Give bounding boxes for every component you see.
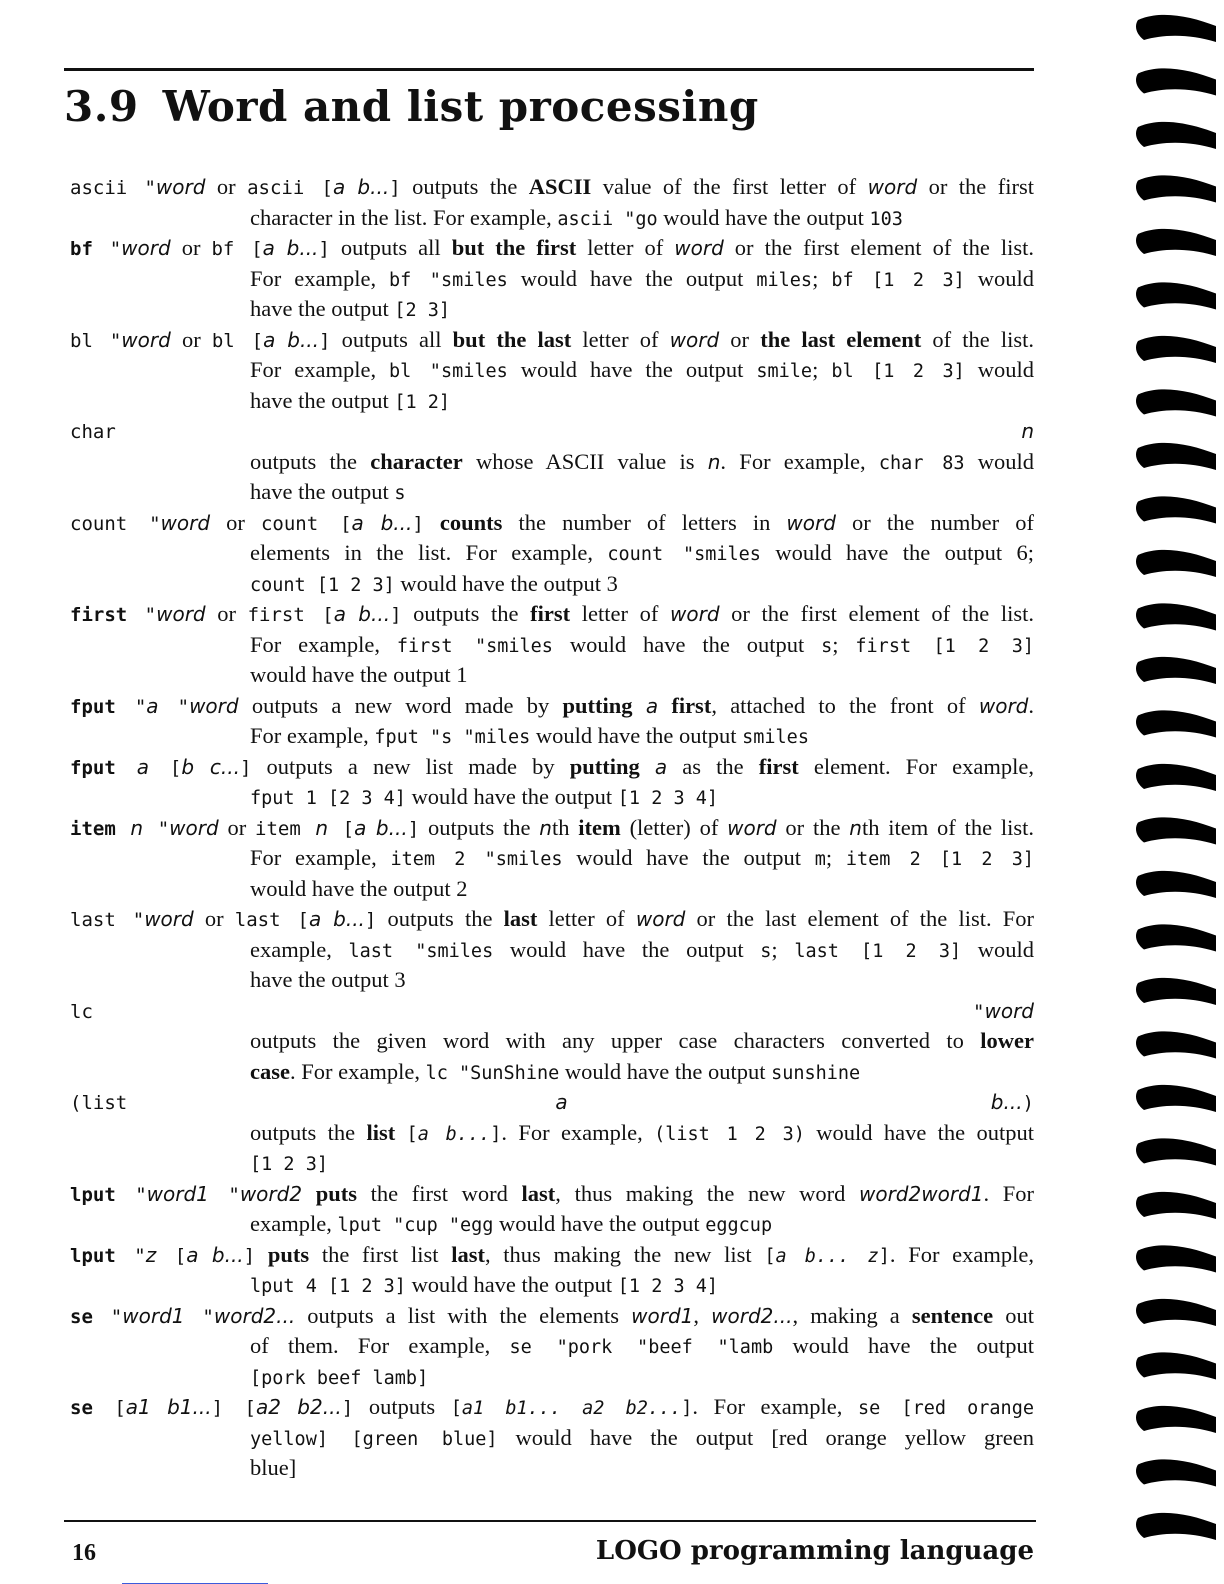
entry-definition-line: [1 2 3] [250,1154,328,1175]
binding-ring [1136,550,1216,577]
entry-definition-line: have the output s [250,479,406,504]
entry-definition-line: For example, first "smiles would have the output s; first [1 2 3] [250,631,1034,657]
binding-ring [1136,924,1216,951]
binding-ring [1136,1459,1216,1486]
entry-term-line: lc "word [70,998,1034,1023]
entry-se-list [70,1392,1034,1484]
binding-ring [1136,68,1216,95]
binding-ring [1136,603,1216,630]
entry-bf [70,233,1034,325]
running-title: LOGO programming language [595,1536,1034,1566]
entry-term-line: fput a [b c...] outputs a new list made by putting a as the first element. For example, [70,753,1034,779]
entry-term-line: bl "word or bl [a b...] outputs all but the last letter of word or the last element of the list. [70,326,1034,352]
entry-definition-line: have the output 3 [250,967,406,992]
binding-ring [1136,1299,1216,1326]
entry-definition-line: fput 1 [2 3 4] would have the output [1 2 3 4] [250,784,719,809]
binding-ring [1136,175,1216,202]
entry-definition-line: For example, bf "smiles would have the output miles; bf [1 2 3] would [250,265,1034,291]
entry-term-line: bf "word or bf [a b...] outputs all but the first letter of word or the first element of the list. [70,235,1034,260]
binding-ring [1136,122,1216,149]
entry-term-line: first "word or first [a b...] outputs the first letter of word or the first element of the list. [70,601,1034,626]
binding-ring [1136,1406,1216,1433]
entry-count [70,508,1034,600]
entry-definition-line: lput 4 [1 2 3] would have the output [1 2 3 4] [250,1272,719,1297]
binding-ring [1136,443,1216,470]
top-rule [64,68,1034,71]
entry-term-line: fput "a "word outputs a new word made by putting a first, attached to the front of word. [70,692,1034,718]
binding-ring [1136,15,1216,42]
entry-term-line: (list a b...) [70,1090,1034,1114]
entry-definition-line: For example, item 2 "smiles would have the output m; item 2 [1 2 3] [250,845,1034,870]
entry-definition-line: outputs the list [a b...]. For example, (list 1 2 3) would have the output [250,1119,1034,1145]
entry-lput-word [70,1179,1034,1240]
spiral-binding [1130,0,1224,1584]
entry-definition-line: For example, bl "smiles would have the output smile; bl [1 2 3] would [250,357,1034,382]
binding-ring [1136,1352,1216,1379]
entry-term-line: lput "z [a b...] puts the first list last, thus making the new list [a b... z]. For example, [70,1241,1034,1267]
entry-definition-line: character in the list. For example, ascii "go would have the output 103 [250,204,903,230]
binding-ring [1136,978,1216,1005]
section-title: Word and list processing [162,82,759,131]
binding-ring [1136,817,1216,844]
entry-term-line: se [a1 b1...] [a2 b2...] outputs [a1 b1... a2 b2...]. For example, se [red orange [70,1394,1034,1419]
entry-lc [70,996,1034,1088]
binding-ring [1136,1192,1216,1219]
entry-definition-line: blue] [250,1455,297,1480]
entry-list [70,1087,1034,1179]
entry-list [70,172,1034,1484]
entry-lput-list [70,1240,1034,1301]
binding-ring [1136,389,1216,416]
page-title [64,82,759,131]
binding-ring [1136,1031,1216,1058]
entry-definition-line: case. For example, lc "SunShine would have the output sunshine [250,1058,861,1084]
entry-definition-line: [pork beef lamb] [250,1367,429,1389]
entry-first [70,599,1034,691]
entry-term-line: char n [70,419,1034,443]
binding-ring [1136,496,1216,523]
entry-bl [70,325,1034,417]
footer-rule [64,1520,1036,1522]
entry-definition-line: have the output [1 2] [250,387,451,413]
entry-definition-line: count [1 2 3] would have the output 3 [250,570,618,596]
entry-definition-line: example, last "smiles would have the output s; last [1 2 3] would [250,936,1034,962]
binding-ring [1136,282,1216,309]
entry-definition-line: example, lput "cup "egg would have the output eggcup [250,1211,773,1236]
entry-definition-line: would have the output 2 [250,875,468,901]
entry-definition-line: of them. For example, se "pork "beef "lamb would have the output [250,1333,1034,1358]
entry-last [70,904,1034,996]
entry-definition-line: would have the output 1 [250,662,468,687]
entry-definition-line: have the output [2 3] [250,296,451,321]
binding-ring [1136,764,1216,791]
entry-definition-line: outputs the given word with any upper case characters converted to lower [250,1028,1034,1053]
binding-ring [1136,657,1216,684]
entry-item [70,813,1034,905]
binding-ring [1136,871,1216,898]
binding-ring [1136,1138,1216,1165]
section-number: 3.9 [64,82,139,131]
entry-definition-line: yellow] [green blue] would have the output [red orange yellow green [250,1424,1034,1450]
binding-ring [1136,1245,1216,1272]
entry-ascii [70,172,1034,233]
entry-char [70,416,1034,508]
page-number: 16 [72,1540,96,1566]
entry-definition-line: outputs the character whose ASCII value is n. For example, char 83 would [250,448,1034,474]
binding-ring [1136,1085,1216,1112]
entry-term-line: item n "word or item n [a b...] outputs the nth item (letter) of word or the nth item of the list. [70,814,1034,840]
entry-term-line: se "word1 "word2... outputs a list with the elements word1, word2..., making a sentence out [70,1302,1034,1328]
binding-ring [1136,710,1216,737]
entry-definition-line: elements in the list. For example, count "smiles would have the output 6; [250,540,1034,565]
entry-term-line: last "word or last [a b...] outputs the last letter of word or the last element of the list. For [70,906,1034,931]
binding-ring [1136,336,1216,363]
entry-term-line: ascii "word or ascii [a b...] outputs the ASCII value of the first letter of word or the first [70,174,1034,199]
entry-term-line: lput "word1 "word2 puts the first word last, thus making the new word word2word1. For [70,1180,1034,1206]
entry-term-line: count "word or count [a b...] counts the number of letters in word or the number of [70,509,1034,535]
entry-se-word [70,1301,1034,1393]
binding-ring [1136,229,1216,256]
binding-ring [1136,1513,1216,1540]
entry-fput-word [70,691,1034,752]
entry-fput-list [70,752,1034,813]
entry-definition-line: For example, fput "s "miles would have the output smiles [250,723,809,748]
